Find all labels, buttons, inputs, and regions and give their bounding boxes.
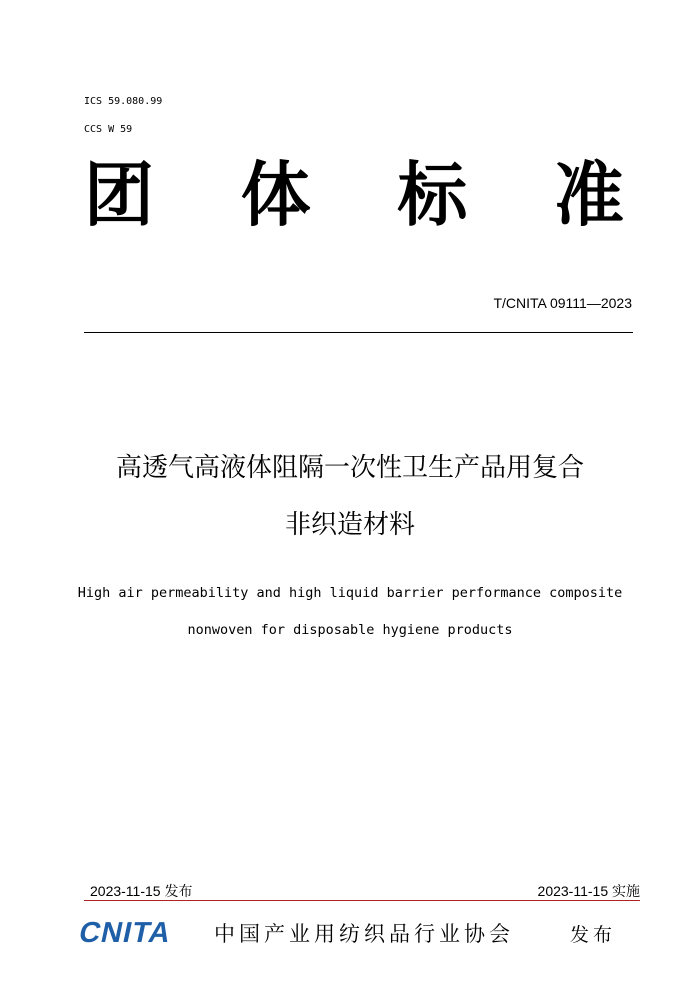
implement-date: 2023-11-15 实施 (537, 883, 640, 899)
doc-type-char: 团 (84, 154, 154, 236)
organization-name: 中国产业用纺织品行业协会 (214, 922, 514, 946)
doc-type-char: 体 (240, 154, 311, 236)
publish-label: 发布 (570, 924, 617, 946)
ccs-code: CCS W 59 (84, 124, 133, 135)
title-cn-line1: 高透气高液体阻隔一次性卫生产品用复合 (115, 453, 584, 483)
cnita-logo (72, 912, 190, 950)
doc-type-char: 准 (553, 154, 624, 236)
header-divider (84, 332, 633, 333)
ics-code: ICS 59.080.99 (84, 96, 163, 107)
doc-type-char: 标 (397, 154, 468, 236)
standard-number: T/CNITA 09111—2023 (493, 295, 632, 311)
title-en-line1: High air permeability and high liquid barrier performance composite (77, 585, 623, 601)
publish-date: 2023-11-15 发布 (90, 883, 193, 899)
title-en-line2: nonwoven for disposable hygiene products (187, 622, 513, 638)
logo-text: CNITA (76, 916, 175, 949)
document-type-heading (84, 150, 624, 240)
footer-divider (84, 900, 640, 901)
title-cn-line2: 非织造材料 (284, 510, 415, 540)
